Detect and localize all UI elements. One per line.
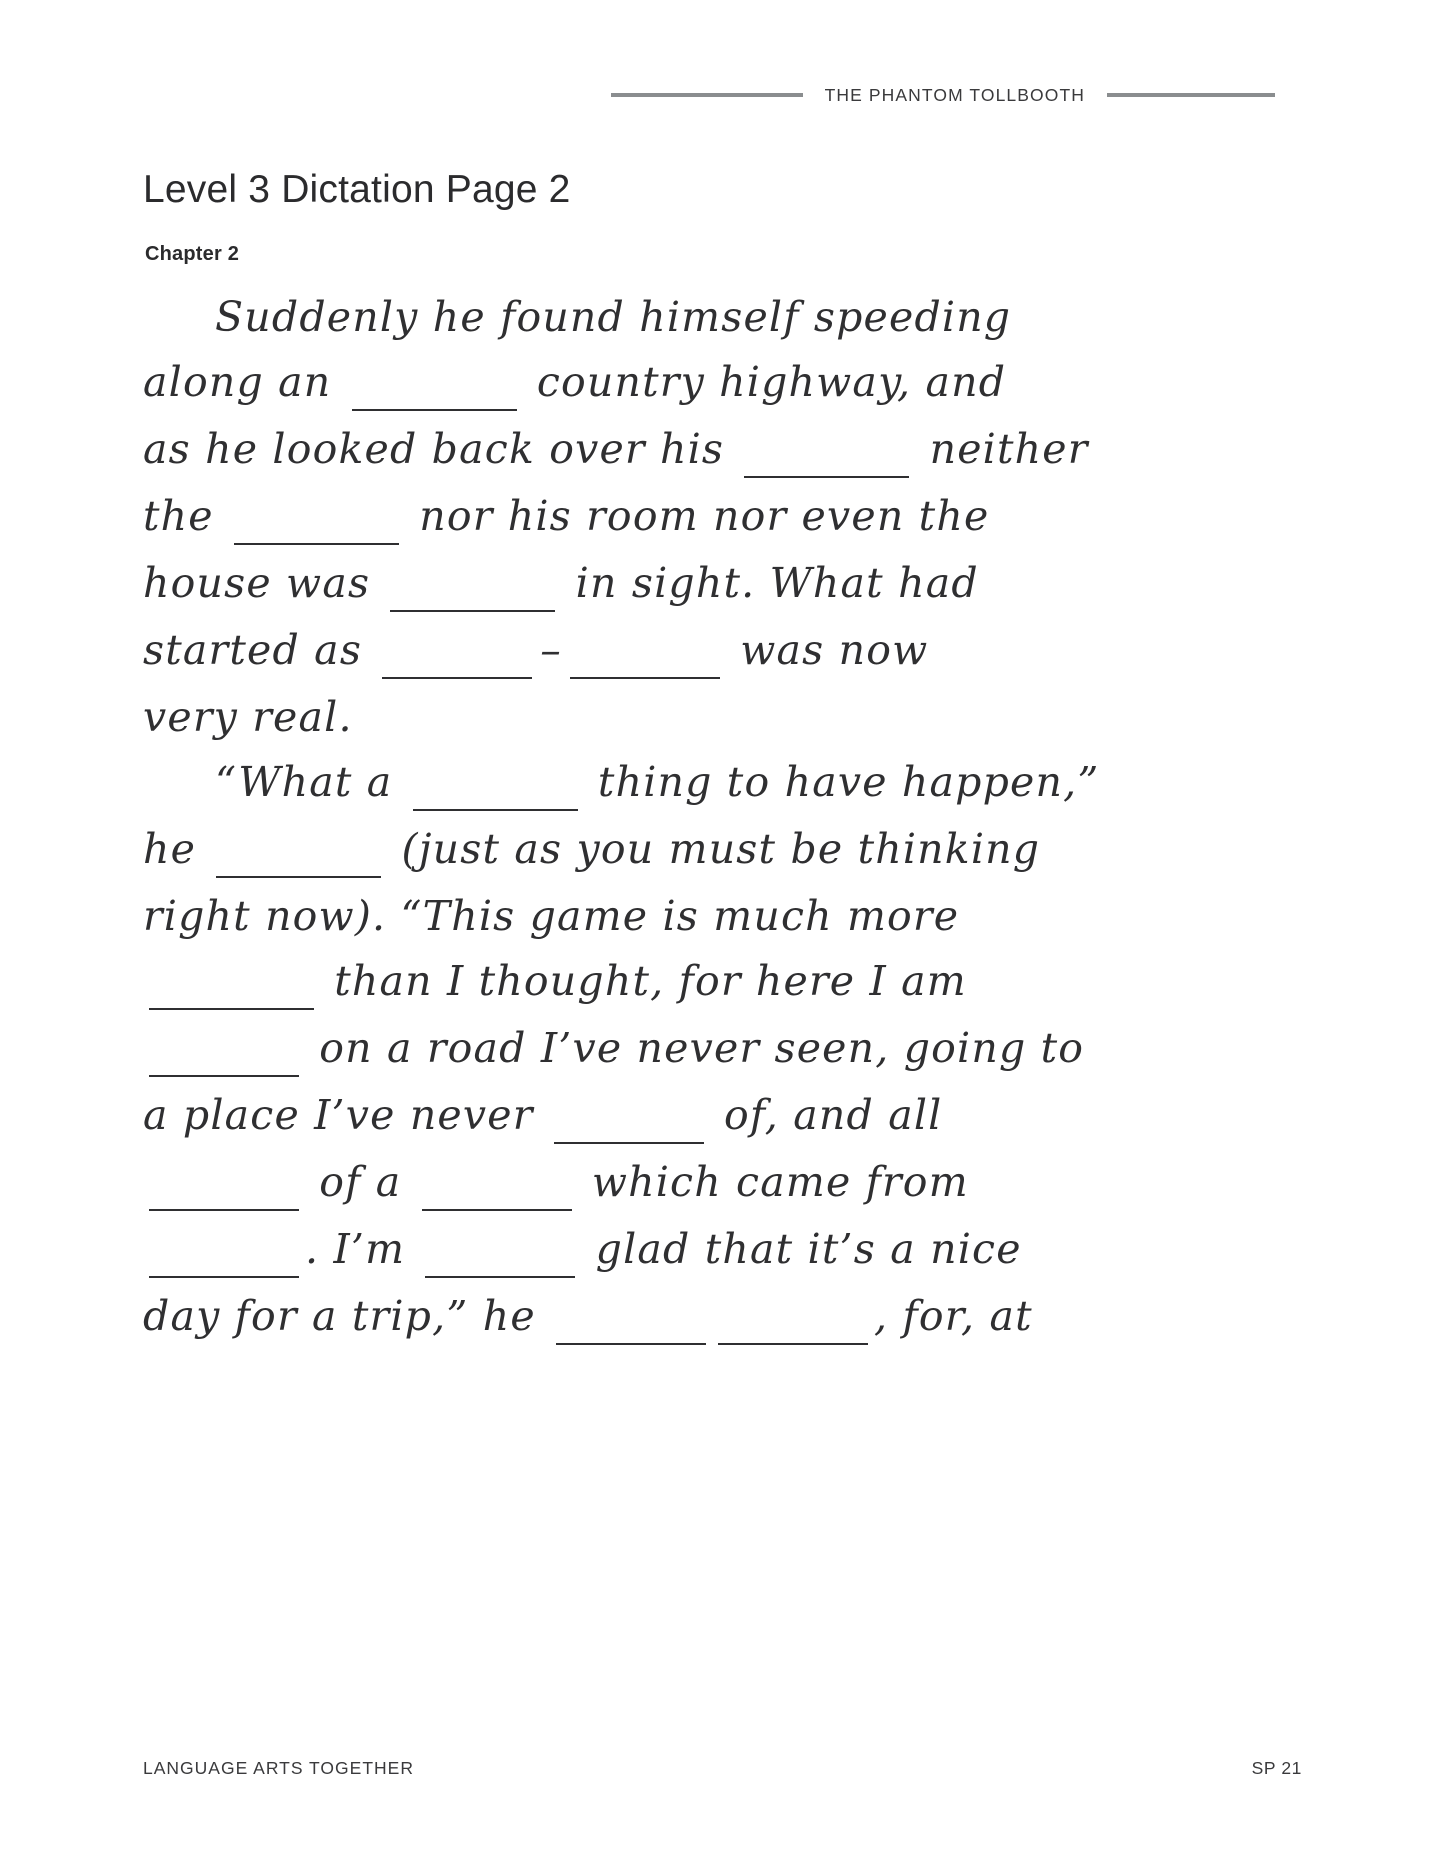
dictation-text: which came from [577,1158,969,1206]
dictation-text: right now). “This game is much more [143,892,960,940]
header-rule-left [611,93,803,97]
dictation-line [143,1083,1103,1150]
dictation-text: (just as you must be thinking [387,825,1041,873]
dictation-line [143,750,1103,817]
dictation-text: than I thought, for here I am [320,957,967,1005]
fill-in-blank[interactable] [149,1144,299,1211]
book-title: THE PHANTOM TOLLBOOTH [824,84,1085,105]
footer-publisher: LANGUAGE ARTS TOGETHER [143,1758,414,1778]
dictation-text: of a [305,1158,416,1206]
dictation-text: was now [726,626,929,674]
dash-separator: – [540,626,562,674]
fill-in-blank[interactable] [422,1144,572,1211]
dictation-text: a place I’ve never [143,1091,548,1139]
dictation-text: neither [915,425,1089,473]
dictation-line [143,1150,1103,1217]
dictation-text: “What a [215,758,407,806]
fill-in-blank[interactable] [234,478,399,545]
fill-in-blank[interactable] [149,1010,299,1077]
dictation-text: country highway, and [522,358,1007,406]
page-header [0,80,1445,110]
dictation-line [143,1284,1103,1351]
page-title: Level 3 Dictation Page 2 [143,168,571,212]
dictation-text: as he looked back over his [143,425,739,473]
dictation-line [143,949,1103,1016]
chapter-label: Chapter 2 [145,243,240,265]
fill-in-blank[interactable] [554,1077,704,1144]
dictation-line [143,1217,1103,1284]
fill-in-blank[interactable] [382,612,532,679]
fill-in-blank[interactable] [216,811,381,878]
dictation-text: thing to have happen,” [583,758,1100,806]
dictation-line [143,417,1103,484]
dictation-text: glad that it’s a nice [581,1225,1022,1273]
footer-page-number: SP 21 [1251,1758,1302,1778]
dictation-text: . I’m [305,1225,420,1273]
dictation-line [143,817,1103,884]
dictation-text: on a road I’ve never seen, going to [305,1024,1085,1072]
fill-in-blank[interactable] [744,411,909,478]
dictation-text: of, and all [709,1091,943,1139]
fill-in-blank[interactable] [352,344,517,411]
dictation-text: he [143,825,211,873]
header-rule-right [1107,93,1275,97]
fill-in-blank[interactable] [718,1278,868,1345]
fill-in-blank[interactable] [149,1211,299,1278]
dictation-line [143,551,1103,618]
dictation-text: very real. [143,693,353,741]
dictation-text: , for, at [874,1292,1033,1340]
dictation-text: Suddenly he found himself speeding [215,293,1012,341]
dictation-line [143,884,1103,949]
dictation-text: started as [143,626,377,674]
dictation-line [143,285,1103,350]
dictation-text: house was [143,559,385,607]
dictation-text: along an [143,358,346,406]
dictation-line [143,685,1103,750]
dictation-line [143,1016,1103,1083]
dictation-body [143,285,1103,1351]
fill-in-blank[interactable] [570,612,720,679]
dictation-text: day for a trip,” he [143,1292,551,1340]
dictation-text: the [143,492,228,540]
dictation-text: nor his room nor even the [404,492,990,540]
dictation-line [143,484,1103,551]
dictation-line [143,350,1103,417]
fill-in-blank[interactable] [149,943,314,1010]
fill-in-blank[interactable] [425,1211,575,1278]
fill-in-blank[interactable] [556,1278,706,1345]
dictation-line [143,618,1103,685]
fill-in-blank[interactable] [413,744,578,811]
fill-in-blank[interactable] [390,545,555,612]
dictation-text: in sight. What had [561,559,979,607]
